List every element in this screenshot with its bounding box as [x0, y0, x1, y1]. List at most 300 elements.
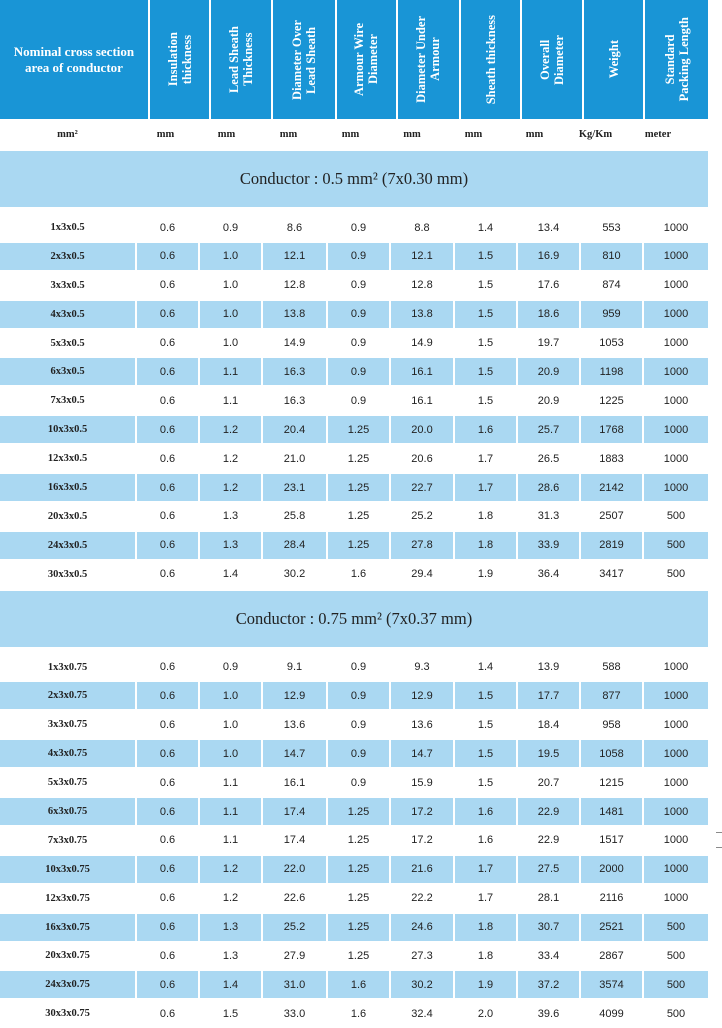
cell-lead-sheath-thickness: 1.2 — [222, 892, 239, 905]
cell-lead-sheath-thickness: 1.1 — [200, 798, 261, 825]
cell-overall-diameter: 17.7 — [518, 682, 579, 709]
cell-lead-sheath-thickness: 1.2 — [200, 856, 261, 883]
header-overall-diameter: Overall Diameter — [522, 0, 582, 119]
cell-conductor-size: 20x3x0.5 — [47, 510, 88, 522]
cell-weight: 2116 — [599, 892, 624, 905]
cell-overall-diameter: 28.1 — [537, 892, 560, 905]
cell-lead-sheath-thickness: 1.0 — [222, 279, 239, 292]
cell-diameter-under-armour: 32.4 — [411, 1007, 433, 1020]
cell-packing-length: 1000 — [663, 892, 689, 905]
cell-weight: 810 — [581, 243, 642, 270]
unit-label: Kg/Km — [578, 128, 613, 140]
table-row — [0, 768, 708, 797]
cell-lead-sheath-thickness: 1.0 — [200, 740, 261, 767]
cell-insulation-thickness: 0.6 — [137, 416, 198, 443]
cell-diameter-over-lead-sheath: 12.9 — [263, 682, 326, 709]
cell-insulation-thickness: 0.6 — [137, 358, 198, 385]
cell-diameter-over-lead-sheath: 27.9 — [283, 949, 306, 962]
cell-armour-wire-diameter: 0.9 — [328, 243, 389, 270]
cell-diameter-under-armour: 25.2 — [411, 510, 433, 523]
cell-armour-wire-diameter: 0.9 — [350, 221, 367, 234]
cell-sheath-thickness: 1.8 — [477, 949, 494, 962]
table-row — [0, 941, 708, 970]
header-diameter-under-armour: Diameter Under Armour — [398, 0, 459, 119]
cell-diameter-under-armour: 12.1 — [391, 243, 453, 270]
cell-diameter-under-armour: 13.6 — [411, 718, 433, 731]
unit-label: meter — [644, 128, 672, 140]
cell-conductor-size: 30x3x0.5 — [47, 568, 88, 580]
cell-diameter-under-armour: 14.7 — [391, 740, 453, 767]
cell-diameter-over-lead-sheath: 20.4 — [263, 416, 326, 443]
table-row — [0, 242, 708, 271]
table-row — [0, 739, 708, 768]
cell-armour-wire-diameter: 0.9 — [350, 661, 367, 674]
cell-lead-sheath-thickness: 1.2 — [200, 474, 261, 501]
cell-sheath-thickness: 1.5 — [477, 776, 494, 789]
cell-insulation-thickness: 0.6 — [137, 740, 198, 767]
cell-insulation-thickness: 0.6 — [159, 279, 176, 292]
cell-conductor-size: 30x3x0.75 — [45, 1008, 90, 1020]
cell-diameter-under-armour: 20.6 — [411, 452, 433, 465]
cell-weight: 874 — [602, 279, 621, 292]
table-row — [0, 681, 708, 710]
cell-sheath-thickness: 1.8 — [455, 914, 516, 941]
cell-weight: 1215 — [599, 776, 624, 789]
cell-lead-sheath-thickness: 1.2 — [222, 452, 239, 465]
cell-armour-wire-diameter: 0.9 — [350, 394, 367, 407]
cell-weight: 2867 — [599, 949, 624, 962]
cell-sheath-thickness: 1.5 — [477, 337, 494, 350]
cell-overall-diameter: 18.6 — [518, 301, 579, 328]
cell-weight: 2000 — [581, 856, 642, 883]
cell-diameter-over-lead-sheath: 23.1 — [263, 474, 326, 501]
cell-insulation-thickness: 0.6 — [137, 856, 198, 883]
cell-overall-diameter: 17.6 — [537, 279, 560, 292]
cell-armour-wire-diameter: 0.9 — [328, 301, 389, 328]
cell-weight: 1517 — [599, 834, 624, 847]
cell-overall-diameter: 31.3 — [537, 510, 560, 523]
cell-overall-diameter: 36.4 — [537, 568, 560, 581]
cell-lead-sheath-thickness: 1.3 — [222, 510, 239, 523]
cell-sheath-thickness: 1.7 — [477, 452, 494, 465]
cell-packing-length: 1000 — [663, 661, 689, 674]
section-title: Conductor : 0.75 mm² (7x0.37 mm) — [0, 591, 708, 647]
cell-armour-wire-diameter: 0.9 — [328, 740, 389, 767]
cell-insulation-thickness: 0.6 — [159, 568, 176, 581]
cell-diameter-over-lead-sheath: 21.0 — [283, 452, 306, 465]
cell-diameter-over-lead-sheath: 17.4 — [263, 798, 326, 825]
cell-diameter-over-lead-sheath: 8.6 — [286, 221, 303, 234]
cell-packing-length: 1000 — [663, 279, 689, 292]
table-row — [0, 710, 708, 739]
cell-diameter-under-armour: 14.9 — [411, 337, 433, 350]
cell-packing-length: 1000 — [644, 798, 708, 825]
unit-label: mm — [341, 128, 360, 140]
cell-insulation-thickness: 0.6 — [137, 971, 198, 998]
table-row — [0, 970, 708, 999]
cell-armour-wire-diameter: 0.9 — [350, 776, 367, 789]
cell-overall-diameter: 19.5 — [518, 740, 579, 767]
table-row — [0, 444, 708, 473]
table-row — [0, 826, 708, 855]
cell-diameter-over-lead-sheath: 12.8 — [283, 279, 306, 292]
cell-diameter-under-armour: 12.9 — [391, 682, 453, 709]
cell-insulation-thickness: 0.6 — [137, 532, 198, 559]
cell-weight: 4099 — [599, 1007, 624, 1020]
cell-packing-length: 1000 — [644, 243, 708, 270]
cell-packing-length: 1000 — [663, 337, 689, 350]
cell-armour-wire-diameter: 1.25 — [347, 892, 370, 905]
cell-weight: 1058 — [581, 740, 642, 767]
cell-sheath-thickness: 1.5 — [455, 682, 516, 709]
cell-armour-wire-diameter: 1.25 — [328, 474, 389, 501]
cell-lead-sheath-thickness: 1.5 — [222, 1007, 239, 1020]
cell-sheath-thickness: 1.8 — [455, 532, 516, 559]
cell-packing-length: 1000 — [663, 776, 689, 789]
edge-mark — [716, 847, 722, 848]
cell-lead-sheath-thickness: 1.1 — [222, 394, 239, 407]
cell-diameter-under-armour: 9.3 — [414, 661, 430, 674]
cell-packing-length: 500 — [644, 914, 708, 941]
cell-sheath-thickness: 1.6 — [477, 834, 494, 847]
units-row — [0, 119, 708, 149]
cell-sheath-thickness: 1.5 — [455, 358, 516, 385]
cell-sheath-thickness: 1.8 — [477, 510, 494, 523]
cell-insulation-thickness: 0.6 — [159, 718, 176, 731]
cell-lead-sheath-thickness: 1.4 — [222, 568, 239, 581]
cell-packing-length: 1000 — [644, 856, 708, 883]
cell-weight: 1053 — [599, 337, 624, 350]
cell-armour-wire-diameter: 0.9 — [350, 718, 367, 731]
cell-weight: 958 — [602, 718, 621, 731]
cell-armour-wire-diameter: 1.25 — [347, 510, 370, 523]
cell-overall-diameter: 22.9 — [537, 834, 560, 847]
cell-insulation-thickness: 0.6 — [137, 243, 198, 270]
edge-mark — [716, 832, 722, 833]
cell-lead-sheath-thickness: 1.1 — [222, 776, 239, 789]
cell-sheath-thickness: 1.6 — [455, 416, 516, 443]
cell-weight: 877 — [581, 682, 642, 709]
cell-insulation-thickness: 0.6 — [137, 914, 198, 941]
cell-sheath-thickness: 1.5 — [477, 394, 494, 407]
table-row — [0, 300, 708, 329]
cell-diameter-under-armour: 30.2 — [391, 971, 453, 998]
cell-armour-wire-diameter: 1.6 — [328, 971, 389, 998]
cell-packing-length: 1000 — [663, 221, 689, 234]
cell-conductor-size: 4x3x0.75 — [0, 740, 135, 767]
cell-sheath-thickness: 1.5 — [477, 718, 494, 731]
cell-sheath-thickness: 1.5 — [477, 279, 494, 292]
cell-conductor-size: 16x3x0.5 — [0, 474, 135, 501]
cell-weight: 553 — [602, 221, 621, 234]
cell-conductor-size: 1x3x0.75 — [47, 661, 88, 673]
table-row — [0, 913, 708, 942]
cell-overall-diameter: 27.5 — [518, 856, 579, 883]
header-standard-packing-length: Standard Packing Length — [645, 0, 708, 119]
cell-insulation-thickness: 0.6 — [137, 301, 198, 328]
cell-sheath-thickness: 2.0 — [477, 1007, 494, 1020]
cell-weight: 3574 — [581, 971, 642, 998]
header-armour-wire-diameter: Armour Wire Diameter — [337, 0, 397, 119]
cell-weight: 2507 — [599, 510, 624, 523]
cell-diameter-under-armour: 29.4 — [411, 568, 433, 581]
cell-diameter-over-lead-sheath: 17.4 — [283, 834, 306, 847]
header-insulation-thickness: Insulation thickness — [150, 0, 210, 119]
header-nominal-cross-section: Nominal cross section area of conductor — [0, 0, 148, 119]
cell-diameter-over-lead-sheath: 14.9 — [283, 337, 306, 350]
cell-conductor-size: 5x3x0.5 — [50, 337, 85, 349]
table-row — [0, 271, 708, 300]
cell-lead-sheath-thickness: 1.0 — [222, 718, 239, 731]
cell-packing-length: 500 — [666, 1007, 686, 1020]
cell-armour-wire-diameter: 1.25 — [347, 452, 370, 465]
cell-lead-sheath-thickness: 0.9 — [222, 221, 239, 234]
cell-packing-length: 1000 — [663, 452, 689, 465]
table-row — [0, 357, 708, 386]
cell-insulation-thickness: 0.6 — [159, 834, 176, 847]
cell-diameter-over-lead-sheath: 9.1 — [286, 661, 303, 674]
cell-lead-sheath-thickness: 1.3 — [200, 532, 261, 559]
cell-diameter-under-armour: 16.1 — [391, 358, 453, 385]
cell-armour-wire-diameter: 1.6 — [350, 568, 367, 581]
table-row — [0, 386, 708, 415]
header-weight: Weight — [584, 0, 644, 119]
table-row — [0, 560, 708, 589]
table-row — [0, 502, 708, 531]
cell-armour-wire-diameter: 1.25 — [328, 416, 389, 443]
cell-packing-length: 1000 — [644, 358, 708, 385]
cell-conductor-size: 24x3x0.5 — [0, 532, 135, 559]
cell-packing-length: 500 — [666, 949, 686, 962]
cell-armour-wire-diameter: 0.9 — [328, 358, 389, 385]
cell-conductor-size: 3x3x0.5 — [50, 279, 85, 291]
table-row — [0, 797, 708, 826]
header-lead-sheath-thickness: Lead Sheath Thickness — [211, 0, 271, 119]
cell-conductor-size: 12x3x0.75 — [45, 892, 90, 904]
table-row — [0, 855, 708, 884]
cell-conductor-size: 5x3x0.75 — [47, 777, 88, 789]
cell-insulation-thickness: 0.6 — [137, 798, 198, 825]
cell-lead-sheath-thickness: 1.0 — [200, 243, 261, 270]
cell-sheath-thickness: 1.6 — [455, 798, 516, 825]
cell-diameter-over-lead-sheath: 33.0 — [283, 1007, 306, 1020]
cell-weight: 1768 — [581, 416, 642, 443]
cell-overall-diameter: 26.5 — [537, 452, 560, 465]
cell-conductor-size: 1x3x0.5 — [50, 222, 85, 233]
cell-overall-diameter: 30.7 — [518, 914, 579, 941]
cell-packing-length: 1000 — [644, 416, 708, 443]
cell-sheath-thickness: 1.5 — [455, 243, 516, 270]
cell-conductor-size: 20x3x0.75 — [45, 950, 90, 962]
unit-label: mm — [156, 128, 175, 140]
cell-conductor-size: 6x3x0.5 — [0, 358, 135, 385]
cell-sheath-thickness: 1.9 — [477, 568, 494, 581]
unit-label: mm² — [57, 128, 78, 140]
cell-insulation-thickness: 0.6 — [159, 221, 176, 234]
cell-insulation-thickness: 0.6 — [159, 949, 176, 962]
cell-insulation-thickness: 0.6 — [137, 682, 198, 709]
cell-conductor-size: 3x3x0.75 — [47, 719, 88, 731]
cell-armour-wire-diameter: 0.9 — [350, 337, 367, 350]
table-row — [0, 653, 708, 682]
cell-conductor-size: 2x3x0.5 — [0, 243, 135, 270]
cell-insulation-thickness: 0.6 — [159, 510, 176, 523]
cell-diameter-under-armour: 17.2 — [411, 834, 433, 847]
cell-overall-diameter: 37.2 — [518, 971, 579, 998]
table-row — [0, 213, 708, 242]
cell-diameter-under-armour: 20.0 — [391, 416, 453, 443]
cell-lead-sheath-thickness: 1.2 — [200, 416, 261, 443]
cell-overall-diameter: 13.4 — [537, 221, 560, 234]
cell-packing-length: 1000 — [644, 301, 708, 328]
cell-packing-length: 500 — [666, 510, 686, 523]
cell-sheath-thickness: 1.7 — [455, 856, 516, 883]
cell-lead-sheath-thickness: 1.4 — [200, 971, 261, 998]
cell-overall-diameter: 20.7 — [537, 776, 560, 789]
unit-label: mm — [525, 128, 544, 140]
cell-packing-length: 1000 — [663, 834, 689, 847]
cell-lead-sheath-thickness: 1.0 — [200, 301, 261, 328]
cell-diameter-under-armour: 22.7 — [391, 474, 453, 501]
cell-conductor-size: 2x3x0.75 — [0, 682, 135, 709]
table-row — [0, 329, 708, 358]
cell-diameter-under-armour: 8.8 — [414, 221, 430, 234]
cell-diameter-over-lead-sheath: 16.3 — [283, 394, 306, 407]
cell-insulation-thickness: 0.6 — [159, 394, 176, 407]
table-row — [0, 531, 708, 560]
table-body — [0, 151, 708, 1028]
cell-diameter-under-armour: 17.2 — [391, 798, 453, 825]
cell-diameter-over-lead-sheath: 31.0 — [263, 971, 326, 998]
section-title: Conductor : 0.5 mm² (7x0.30 mm) — [0, 151, 708, 207]
cell-diameter-over-lead-sheath: 12.1 — [263, 243, 326, 270]
cell-overall-diameter: 13.9 — [537, 661, 560, 674]
unit-label: mm — [217, 128, 236, 140]
cell-conductor-size: 7x3x0.5 — [50, 395, 85, 407]
cell-diameter-under-armour: 22.2 — [411, 892, 433, 905]
cell-conductor-size: 10x3x0.75 — [0, 856, 135, 883]
cell-lead-sheath-thickness: 0.9 — [222, 661, 239, 674]
cell-insulation-thickness: 0.6 — [159, 661, 176, 674]
header-sheath-thickness: Sheath thickness — [461, 0, 521, 119]
cell-overall-diameter: 39.6 — [537, 1007, 560, 1020]
cell-insulation-thickness: 0.6 — [137, 474, 198, 501]
cell-weight: 1883 — [599, 452, 624, 465]
cell-diameter-over-lead-sheath: 16.3 — [263, 358, 326, 385]
cell-conductor-size: 24x3x0.75 — [0, 971, 135, 998]
cell-armour-wire-diameter: 1.6 — [350, 1007, 367, 1020]
cell-conductor-size: 12x3x0.5 — [47, 453, 88, 465]
cell-packing-length: 1000 — [644, 682, 708, 709]
cell-packing-length: 500 — [644, 971, 708, 998]
table-row — [0, 473, 708, 502]
cell-sheath-thickness: 1.4 — [477, 661, 494, 674]
cell-diameter-under-armour: 27.3 — [411, 949, 433, 962]
cell-conductor-size: 4x3x0.5 — [0, 301, 135, 328]
cell-packing-length: 1000 — [663, 718, 689, 731]
cell-diameter-over-lead-sheath: 13.8 — [263, 301, 326, 328]
cell-overall-diameter: 28.6 — [518, 474, 579, 501]
cell-packing-length: 1000 — [644, 474, 708, 501]
cell-lead-sheath-thickness: 1.1 — [200, 358, 261, 385]
cell-armour-wire-diameter: 1.25 — [328, 532, 389, 559]
cell-diameter-under-armour: 21.6 — [391, 856, 453, 883]
cell-weight: 959 — [581, 301, 642, 328]
cell-lead-sheath-thickness: 1.3 — [222, 949, 239, 962]
cell-packing-length: 1000 — [663, 394, 689, 407]
cell-insulation-thickness: 0.6 — [159, 1007, 176, 1020]
cell-weight: 588 — [602, 661, 621, 674]
cell-overall-diameter: 19.7 — [537, 337, 560, 350]
cell-armour-wire-diameter: 1.25 — [328, 914, 389, 941]
cell-overall-diameter: 25.7 — [518, 416, 579, 443]
cell-conductor-size: 10x3x0.5 — [0, 416, 135, 443]
cell-diameter-over-lead-sheath: 25.8 — [283, 510, 306, 523]
cell-armour-wire-diameter: 0.9 — [328, 682, 389, 709]
cell-packing-length: 1000 — [644, 740, 708, 767]
unit-label: mm — [403, 128, 421, 140]
cell-diameter-over-lead-sheath: 14.7 — [263, 740, 326, 767]
cell-diameter-over-lead-sheath: 22.0 — [263, 856, 326, 883]
cell-diameter-over-lead-sheath: 28.4 — [263, 532, 326, 559]
cell-insulation-thickness: 0.6 — [159, 892, 176, 905]
cell-diameter-over-lead-sheath: 16.1 — [283, 776, 306, 789]
cell-weight: 1225 — [599, 394, 624, 407]
cell-conductor-size: 6x3x0.75 — [0, 798, 135, 825]
cell-sheath-thickness: 1.4 — [477, 221, 494, 234]
cell-armour-wire-diameter: 1.25 — [328, 856, 389, 883]
cell-diameter-under-armour: 27.8 — [391, 532, 453, 559]
cell-weight: 3417 — [599, 568, 624, 581]
cell-armour-wire-diameter: 1.25 — [328, 798, 389, 825]
cell-overall-diameter: 33.4 — [537, 949, 560, 962]
cell-lead-sheath-thickness: 1.0 — [200, 682, 261, 709]
cell-diameter-under-armour: 15.9 — [411, 776, 433, 789]
cell-weight: 1481 — [581, 798, 642, 825]
cell-diameter-under-armour: 16.1 — [411, 394, 433, 407]
cell-diameter-over-lead-sheath: 25.2 — [263, 914, 326, 941]
unit-label: mm — [464, 128, 483, 140]
cell-conductor-size: 7x3x0.75 — [47, 834, 88, 846]
cell-weight: 1198 — [581, 358, 642, 385]
table-row — [0, 415, 708, 444]
cell-diameter-over-lead-sheath: 22.6 — [283, 892, 306, 905]
cell-packing-length: 500 — [644, 532, 708, 559]
cell-lead-sheath-thickness: 1.3 — [200, 914, 261, 941]
cell-diameter-over-lead-sheath: 13.6 — [283, 718, 306, 731]
cell-diameter-under-armour: 12.8 — [411, 279, 433, 292]
cell-lead-sheath-thickness: 1.0 — [222, 337, 239, 350]
unit-label: mm — [279, 128, 298, 140]
cell-weight: 2521 — [581, 914, 642, 941]
cell-insulation-thickness: 0.6 — [159, 452, 176, 465]
cell-insulation-thickness: 0.6 — [159, 337, 176, 350]
cell-overall-diameter: 20.9 — [537, 394, 560, 407]
cell-diameter-under-armour: 13.8 — [391, 301, 453, 328]
cell-armour-wire-diameter: 1.25 — [347, 949, 370, 962]
cell-sheath-thickness: 1.7 — [477, 892, 494, 905]
header-diameter-over-lead-sheath: Diameter Over Lead Sheath — [273, 0, 335, 119]
cell-overall-diameter: 22.9 — [518, 798, 579, 825]
cell-diameter-under-armour: 24.6 — [391, 914, 453, 941]
cell-weight: 2142 — [581, 474, 642, 501]
cell-diameter-over-lead-sheath: 30.2 — [283, 568, 306, 581]
cell-armour-wire-diameter: 1.25 — [347, 834, 370, 847]
table-row — [0, 884, 708, 913]
cell-overall-diameter: 16.9 — [518, 243, 579, 270]
cell-packing-length: 500 — [666, 568, 686, 581]
cell-insulation-thickness: 0.6 — [159, 776, 176, 789]
